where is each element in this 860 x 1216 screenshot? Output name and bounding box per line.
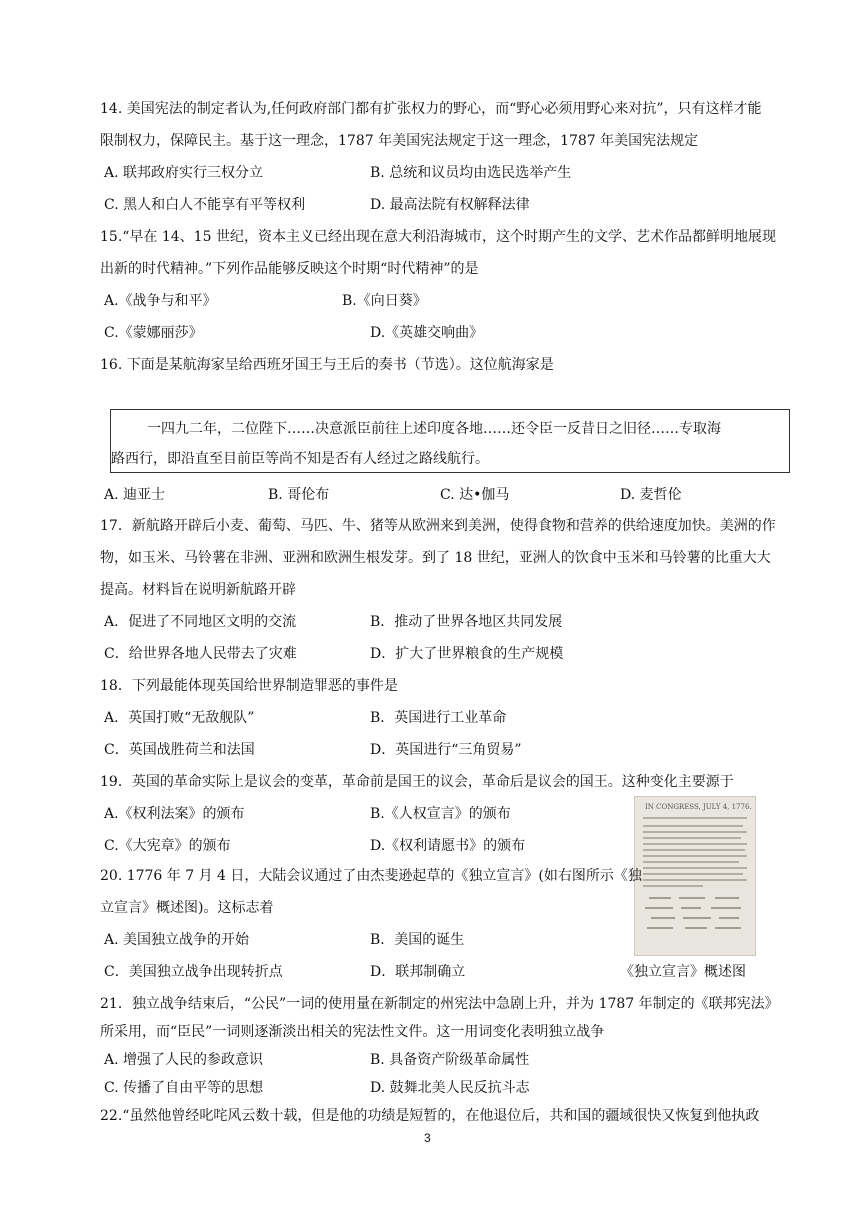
q19-option-a: A.《权利法案》的颁布	[104, 806, 245, 822]
q18-option-a: A．英国打败“无敌舰队”	[104, 710, 255, 726]
q16-quote-line1: 一四九二年，二位陛下……决意派臣前往上述印度各地……还令臣一反昔日之旧径……专取海	[147, 421, 721, 437]
q21-option-b: B. 具备资产阶级革命属性	[370, 1052, 530, 1068]
q16-option-b: B. 哥伦布	[268, 487, 330, 503]
q14-option-a: A. 联邦政府实行三权分立	[104, 165, 264, 181]
declaration-image-header: IN CONGRESS, JULY 4, 1776.	[645, 803, 752, 811]
q16-quote-line2: 路西行，即沿直至目前臣等尚不知是否有人经过之路线航行。	[111, 451, 489, 467]
q18-option-c: C．英国战胜荷兰和法国	[104, 742, 255, 758]
q21-option-c: C. 传播了自由平等的思想	[104, 1080, 264, 1096]
q14-stem-line1: 14. 美国宪法的制定者认为,任何政府部门都有扩张权力的野心，而“野心必须用野心来对抗”，只有这样才能	[100, 101, 762, 117]
q16-option-d: D. 麦哲伦	[620, 487, 682, 503]
q15-stem-line2: 出新的时代精神。”下列作品能够反映这个时期“时代精神”的是	[100, 261, 479, 277]
q16-stem-line1: 16. 下面是某航海家呈给西班牙国王与王后的奏书（节选）。这位航海家是	[100, 357, 554, 373]
q20-stem-line1: 20. 1776 年 7 月 4 日，大陆会议通过了由杰斐逊起草的《独立宣言》(如右图所示《独	[100, 868, 642, 884]
q15-stem-line1: 15.“早在 14、15 世纪，资本主义已经出现在意大利沿海城市，这个时期产生的文学、艺术作品都鲜明地展现	[100, 229, 776, 245]
q19-option-b: B.《人权宣言》的颁布	[370, 806, 511, 822]
q19-option-d: D.《权利请愿书》的颁布	[370, 838, 526, 854]
q17-option-a: A．促进了不同地区文明的交流	[104, 614, 297, 630]
q17-option-d: D．扩大了世界粮食的生产规模	[370, 646, 564, 662]
q18-stem-line1: 18．下列最能体现英国给世界制造罪恶的事件是	[100, 678, 398, 694]
q20-option-b: B．美国的诞生	[370, 932, 465, 948]
q22-stem-line1: 22.“虽然他曾经叱咤风云数十载，但是他的功绩是短暂的，在他退位后，共和国的疆域很快又恢复到他执政	[100, 1108, 760, 1124]
page-number: 3	[424, 1131, 431, 1145]
declaration-image	[634, 796, 756, 956]
q14-option-d: D. 最高法院有权解释法律	[370, 197, 530, 213]
q18-option-d: D．英国进行“三角贸易”	[370, 742, 522, 758]
q17-stem-line2: 物，如玉米、马铃薯在非洲、亚洲和欧洲生根发芽。到了 18 世纪，亚洲人的饮食中玉米和马铃薯的比重大大	[100, 550, 771, 566]
q20-option-a: A. 美国独立战争的开始	[104, 932, 250, 948]
q17-stem-line3: 提高。材料旨在说明新航路开辟	[100, 582, 296, 598]
q21-option-a: A. 增强了人民的参政意识	[104, 1052, 264, 1068]
q17-stem-line1: 17．新航路开辟后小麦、葡萄、马匹、牛、猪等从欧洲来到美洲，使得食物和营养的供给速度加快。美洲的作	[100, 518, 776, 534]
q16-quote-box	[110, 409, 790, 473]
q19-stem-line1: 19．英国的革命实际上是议会的变革，革命前是国王的议会，革命后是议会的国王。这种变化主要源于	[100, 774, 734, 790]
q21-stem-line2: 所采用，而“臣民”一词则逐渐淡出相关的宪法性文件。这一用词变化表明独立战争	[100, 1024, 605, 1040]
q19-option-c: C.《大宪章》的颁布	[104, 838, 231, 854]
q17-option-c: C．给世界各地人民带去了灾难	[104, 646, 297, 662]
q20-stem-line2: 立宣言》概述图)。这标志着	[100, 900, 274, 916]
q16-option-c: C. 达•伽马	[440, 487, 510, 503]
q18-option-b: B．英国进行工业革命	[370, 710, 507, 726]
q15-option-a: A.《战争与和平》	[104, 293, 217, 309]
q20-option-d: D．联邦制确立	[370, 964, 466, 980]
q14-option-b: B. 总统和议员均由选民选举产生	[370, 165, 572, 181]
q17-option-b: B．推动了世界各地区共同发展	[370, 614, 563, 630]
q14-stem-line2: 限制权力，保障民主。基于这一理念，1787 年美国宪法规定于这一理念，1787 年美国宪法规定	[100, 133, 699, 149]
q21-stem-line1: 21．独立战争结束后，“公民”一词的使用量在新制定的州宪法中急剧上升，并为 1787 年制定的《联邦宪法》	[100, 996, 779, 1012]
q15-option-b: B.《向日葵》	[342, 293, 427, 309]
q15-option-c: C.《蒙娜丽莎》	[104, 325, 203, 341]
q21-option-d: D. 鼓舞北美人民反抗斗志	[370, 1080, 530, 1096]
q20-option-c: C．美国独立战争出现转折点	[104, 964, 283, 980]
q14-option-c: C. 黑人和白人不能享有平等权利	[104, 197, 306, 213]
q16-option-a: A. 迪亚士	[104, 487, 166, 503]
declaration-image-caption: 《独立宣言》概述图	[620, 964, 746, 980]
q15-option-d: D.《英雄交响曲》	[370, 325, 484, 341]
